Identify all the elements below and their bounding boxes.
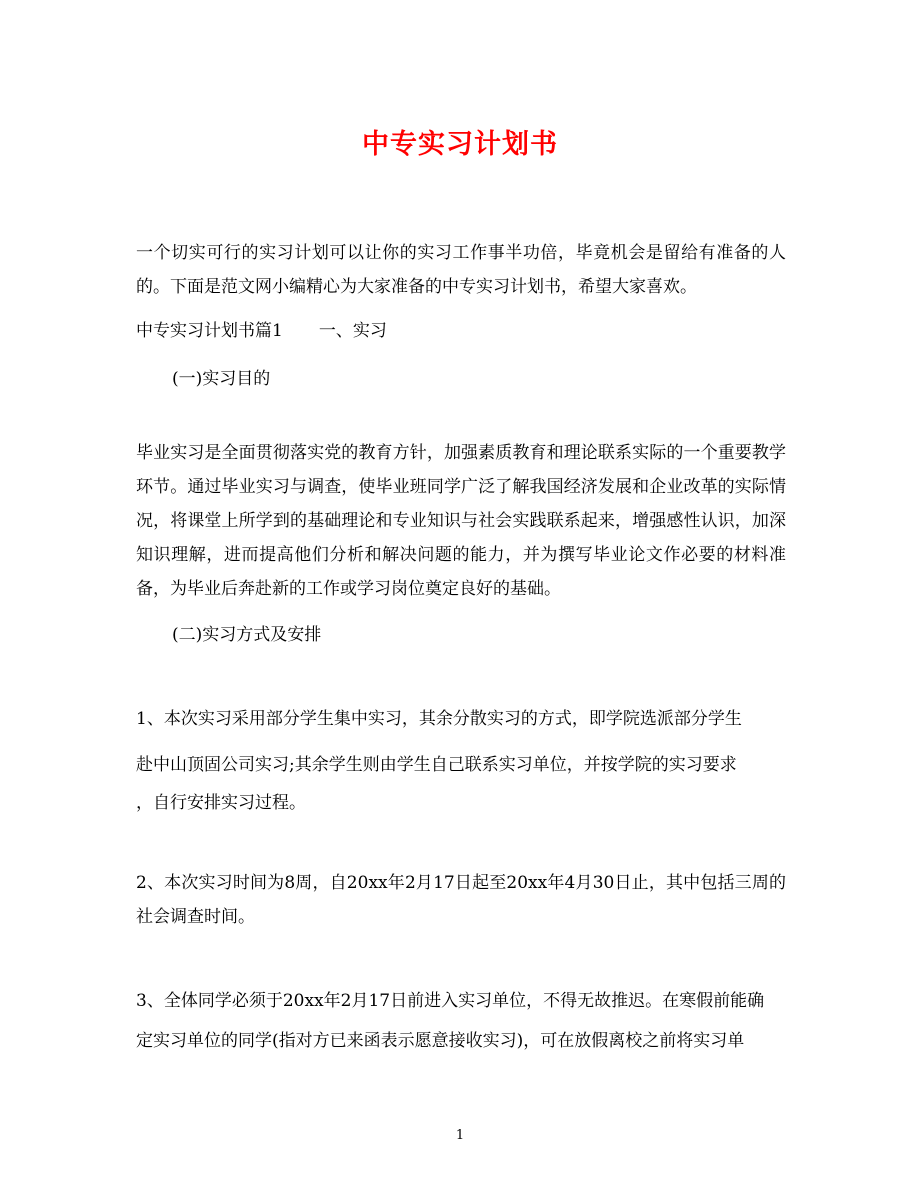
item-1-line-2: 赴中山顶固公司实习;其余学生则由学生自己联系实习单位，并按学院的实习要求 [136,755,737,775]
item-3-line-1: 3、全体同学必须于20xx年2月17日前进入实习单位，不得无故推迟。在寒假前能确 [136,991,765,1011]
subsection-heading-purpose: (一)实习目的 [172,369,271,389]
page-number: 1 [455,1128,465,1143]
article-heading-line [136,314,786,348]
subsection-heading-arrangement: (二)实习方式及安排 [172,625,322,645]
intro-paragraph: 一个切实可行的实习计划可以让你的实习工作事半功倍，毕竟机会是留给有准备的人的。下面是范文网小编精心为大家准备的中专实习计划书，希望大家喜欢。 [136,243,786,297]
article-label: 中专实习计划书篇1 [136,321,283,341]
item-2-paragraph: 2、本次实习时间为8周，自20xx年2月17日起至20xx年4月30日止，其中包括三周的社会调查时间。 [136,873,786,927]
section-heading: 一、实习 [318,321,387,341]
document-title: 中专实习计划书 [362,129,558,160]
item-1-line-3: ，自行安排实习过程。 [136,793,306,813]
item-1-line-1: 1、本次实习采用部分学生集中实习，其余分散实习的方式，即学院选派部分学生 [136,709,742,729]
purpose-paragraph: 毕业实习是全面贯彻落实党的教育方针，加强素质教育和理论联系实际的一个重要教学环节。通过毕业实习与调查，使毕业班同学广泛了解我国经济发展和企业改革的实际情况，将课堂上所学到的基础理论和专业知识与社会实践联系起来，增强感性认识，加深知识理解，进而提高他们分析和解决问题的能力，并为撰写毕业论文作必要的材料准备，为毕业后奔赴新的工作或学习岗位奠定良好的基础。 [136,443,786,599]
item-3-line-2: 定实习单位的同学(指对方已来函表示愿意接收实习)，可在放假离校之前将实习单 [136,1031,745,1051]
